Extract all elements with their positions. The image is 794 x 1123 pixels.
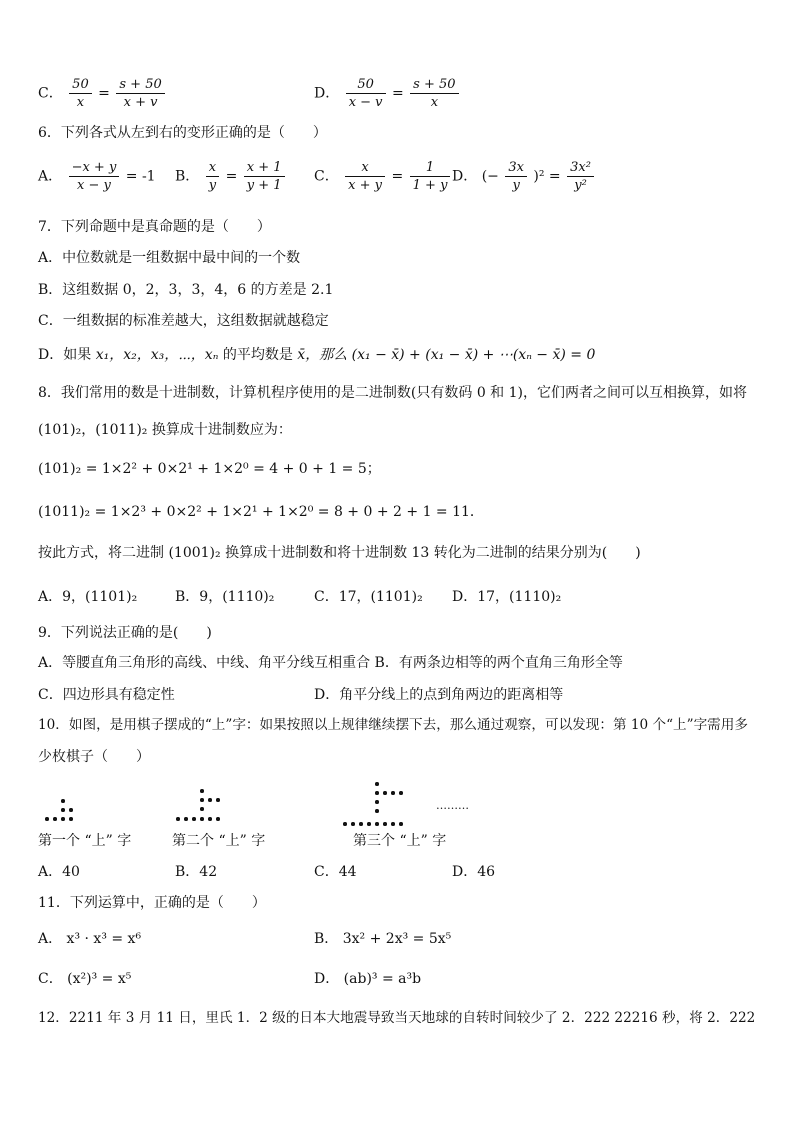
q10-option-d: D．46: [452, 864, 496, 880]
q8-option-c: C．17，(1101)₂: [314, 589, 423, 605]
q8-stem: 8．我们常用的数是十进制数，计算机程序使用的是二进制数(只有数码 0 和 1)，它们两者之间可以互相换算，如将: [38, 385, 747, 401]
fraction: $\frac{-x + y}{x - y}$: [69, 161, 120, 192]
fraction: $\frac{3x}{y}$: [505, 161, 527, 192]
q6-option-d: D． (− $\frac{3x}{y}$ )² = $\frac{\text{3x²}}{\text{y²}}$: [452, 161, 596, 192]
q7-option-b: B．这组数据 0，2，3，3，4，6 的方差是 2.1: [38, 282, 334, 298]
q7-option-d: D．如果 x₁，x₂，x₃，⋯，xₙ 的平均数是 x̄，那么 (x₁ − x̄) + (x₁ − x̄) + ⋯(xₙ − x̄) = 0: [38, 347, 596, 363]
q5-option-c: C． $\frac{50}{x}$ = $\frac{s + 50}{x + v}$: [38, 78, 167, 109]
q10-option-a: A．40: [38, 864, 80, 880]
fraction: $\frac{50}{x}$: [69, 78, 92, 109]
q8-equation-1: (101)₂ = 1×2² + 0×2¹ + 1×2⁰ = 4 + 0 + 1 = 5；: [38, 461, 381, 477]
q10-option-b: B．42: [175, 864, 218, 880]
q7-option-c: C．一组数据的标准差越大，这组数据就越稳定: [38, 313, 329, 329]
q6-option-c: C． $\frac{x}{x + y}$ = $\frac{1}{1 + y}$: [314, 161, 452, 192]
q9-option-c: C．四边形具有稳定性: [38, 687, 175, 703]
q11-option-b: B． 3x² + 2x³ = 5x⁵: [314, 931, 452, 947]
q8-equation-2: (1011)₂ = 1×2³ + 0×2² + 1×2¹ + 1×2⁰ = 8 + 0 + 2 + 1 = 11．: [38, 504, 484, 520]
q9-option-d: D．角平分线上的点到角两边的距离相等: [314, 687, 564, 703]
q11-option-d: D． (ab)³ = a³b: [314, 971, 422, 987]
q10-stem-line1: 10．如图，是用棋子摆成的“上”字：如果按照以上规律继续摆下去，那么通过观察，可以发现：第 10 个“上”字需用多: [38, 717, 748, 733]
q7-stem: 7．下列命题中是真命题的是（ ）: [38, 219, 271, 235]
q5-option-d: D． $\frac{50}{x - v}$ = $\frac{s + 50}{x}$: [314, 78, 461, 109]
fraction: $\frac{s + 50}{x}$: [410, 78, 458, 109]
q10-option-c: C．44: [314, 864, 357, 880]
figure-3-caption: 第三个 “上” 字: [353, 833, 447, 849]
q6-stem: 6．下列各式从左到右的变形正确的是（ ）: [38, 125, 327, 141]
figure-ellipsis: ………: [436, 799, 469, 812]
q8-option-d: D．17，(1110)₂: [452, 589, 562, 605]
fraction: $\frac{1}{1 + y}$: [410, 161, 451, 192]
q11-option-c: C． (x²)³ = x⁵: [38, 971, 132, 987]
fraction: $\frac{s + 50}{x + v}$: [116, 78, 164, 109]
fraction: $\frac{\text{3x²}}{\text{y²}}$: [567, 161, 594, 192]
q6-option-a: A． $\frac{-x + y}{x - y}$ = -1: [38, 160, 156, 193]
q6-option-b: B． $\frac{x}{y}$ = $\frac{x + 1}{y + 1}$: [175, 161, 287, 192]
fraction: $\frac{x}{x + y}$: [345, 161, 385, 192]
fraction: $\frac{x + 1}{y + 1}$: [244, 161, 285, 192]
fraction: $\frac{x}{y}$: [206, 161, 219, 192]
q11-option-a: A． x³ · x³ = x⁶: [38, 931, 142, 947]
q9-stem: 9．下列说法正确的是( ): [38, 625, 212, 641]
figure-1-caption: 第一个 “上” 字: [38, 833, 132, 849]
q12-stem: 12．2211 年 3 月 11 日，里氏 1．2 级的日本大地震导致当天地球的自转时间较少了 2．222 22216 秒，将 2．222: [38, 1010, 756, 1026]
figure-2-caption: 第二个 “上” 字: [172, 833, 266, 849]
q11-stem: 11．下列运算中，正确的是（ ）: [38, 895, 266, 911]
q8-line2: (101)₂，(1011)₂ 换算成十进制数应为：: [38, 422, 292, 438]
q8-option-a: A．9，(1101)₂: [38, 589, 138, 605]
q7-option-a: A．中位数就是一组数据中最中间的一个数: [38, 250, 301, 266]
q8-line5: 按此方式，将二进制 (1001)₂ 换算成十进制数和将十进制数 13 转化为二进制的结果分别为( ): [38, 545, 641, 561]
q10-stem-line2: 少枚棋子（ ）: [38, 749, 150, 765]
fraction: $\frac{50}{x - v}$: [346, 78, 386, 109]
q8-option-b: B．9，(1110)₂: [175, 589, 275, 605]
q9-option-ab: A．等腰直角三角形的高线、中线、角平分线互相重合 B．有两条边相等的两个直角三角形全等: [38, 655, 623, 671]
